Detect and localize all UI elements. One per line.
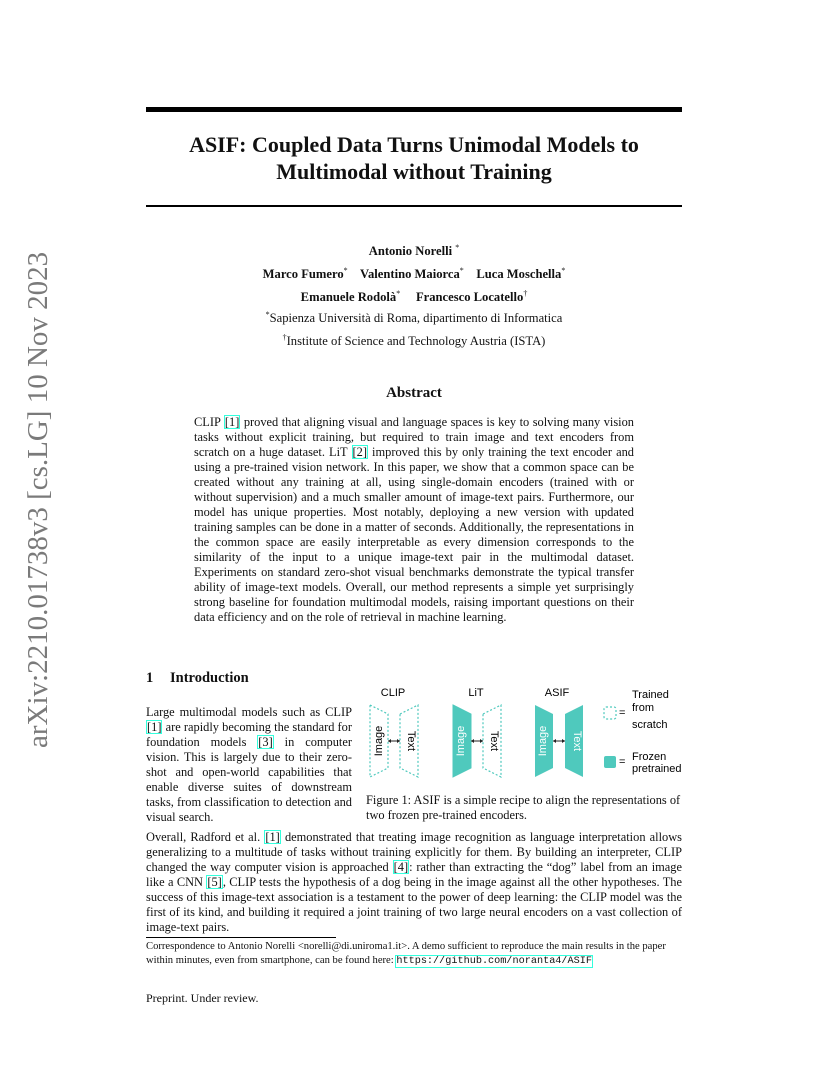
author-mark: * [459, 266, 464, 275]
citation-link[interactable]: [1] [147, 720, 162, 734]
column-label-clip: CLIP [380, 687, 406, 699]
citation-link[interactable]: [5] [207, 875, 222, 889]
author-name: Valentino Maiorca [360, 267, 460, 282]
author-mark: * [561, 266, 566, 275]
affiliation-mark: † [282, 333, 287, 342]
intro-text: Overall, Radford et al. [146, 830, 265, 844]
column-label-asif: ASIF [544, 687, 570, 699]
lit-image-label: Image [455, 725, 467, 757]
author-mark: † [523, 289, 528, 298]
intro-text: Large multimodal models such as CLIP [146, 705, 352, 719]
lit-text-label: Text [488, 730, 500, 752]
author-name: Francesco Locatello [415, 290, 524, 305]
author-name: Emanuele Rodolà [300, 290, 397, 305]
section-number: 1 [146, 670, 154, 686]
affiliation-text: Institute of Science and Technology Austria (ISTA) [286, 334, 546, 349]
arxiv-identifier: arXiv:2210.01738v3 [cs.LG] 10 Nov 2023 [22, 251, 54, 749]
legend-equals: = [619, 707, 626, 719]
title-line-1: ASIF: Coupled Data Turns Unimodal Models to [189, 132, 639, 157]
preprint-notice: Preprint. Under review. [146, 991, 259, 1005]
author-line-2 [146, 266, 682, 282]
author-name: Antonio Norelli [368, 244, 453, 259]
legend-frozen-line2: pretrained [632, 763, 682, 775]
affiliation-text: Sapienza Università di Roma, dipartimento di Informatica [269, 311, 563, 326]
title-line-2: Multimodal without Training [276, 159, 552, 184]
intro-text: , CLIP tests the hypothesis of a dog being in the image against all the other hypotheses. The success of this image-text association is a testament to the power of deep learning: the CLIP model was the first of its kind, and building it required a joint training of two large neural encoders on a vast collection of image-text pairs. [146, 875, 682, 934]
title-bottom-rule [146, 205, 682, 207]
abstract-text: proved that aligning visual and language spaces is key to solving many vision tasks without explicit training, but required to train image and text encoders from scratch on a huge dataset. LiT [194, 415, 634, 459]
affiliation-mark: * [265, 310, 270, 319]
author-line-1 [146, 243, 682, 259]
intro-text: demonstrated that treating image recognition as language interpretation allows generalizing to a multitude of tasks without training explicitly for them. By building an interpreter, CLIP changed the way computer vision is approached [146, 830, 682, 874]
footnote-text: Correspondence to Antonio Norelli <norelli@di.uniroma1.it>. A demo sufficient to reproduce the main results in the paper within minutes, even from smartphone, can be found here: [146, 941, 666, 966]
abstract-text: CLIP [194, 415, 224, 429]
github-link[interactable]: https://github.com/noranta4/ASIF [396, 956, 592, 967]
legend-trained-line1: Trained [632, 689, 669, 701]
intro-paragraph-1 [146, 705, 352, 825]
author-mark: * [455, 243, 460, 252]
section-title: Introduction [170, 670, 249, 686]
section-heading [146, 670, 249, 687]
footnote-rule [146, 937, 336, 938]
arrow-head [562, 739, 565, 743]
abstract-body [194, 415, 634, 625]
citation-link[interactable]: [1] [265, 830, 280, 844]
author-name: Marco Fumero [262, 267, 344, 282]
citation-link[interactable]: [1] [224, 415, 240, 429]
affiliation-1 [146, 310, 682, 326]
author-mark: * [396, 289, 401, 298]
legend-frozen-swatch [604, 756, 616, 768]
citation-link[interactable]: [3] [258, 735, 273, 749]
intro-text: are rapidly becoming the standard for foundation models [146, 720, 352, 749]
abstract-text: improved this by only training the text encoder and using a pre-trained vision network. In this paper, we show that a common space can be created without any training at all, using single-domain encoders (trained with or without supervision) and a much smaller amount of image-text pairs. Furthermore, our model has unique properties. Most notably, deploying a new version with updated training samples can be done in a matter of seconds. Additionally, the representations in the common space are easily interpretable as every dimension corresponds to the similarity of the input to a unique image-text pair in the multimodal dataset. Experiments on standard zero-shot visual benchmarks demonstrate the typical transfer ability of image-text models. Overall, our method represents a simple yet surprisingly strong baseline for foundation multimodal models, raising important questions on their data efficiency and on the role of retrieval in machine learning. [194, 445, 634, 624]
asif-image-label: Image [537, 725, 549, 757]
legend-equals: = [619, 756, 626, 768]
clip-text-label: Text [405, 730, 417, 752]
citation-link[interactable]: [4] [393, 860, 409, 874]
legend-trained-line3: scratch [632, 719, 668, 731]
intro-paragraph-2 [146, 830, 682, 935]
legend-trained-swatch [604, 707, 616, 719]
affiliation-2 [146, 333, 682, 349]
legend-frozen-line1: Frozen [632, 751, 667, 763]
title-top-rule [146, 107, 682, 112]
intro-text: in computer vision. This is largely due to their zero-shot and open-world capabilities that enable diverse suites of downstream tasks, from classification to detection and visual search. [146, 735, 352, 824]
figure-1-diagram [358, 680, 688, 788]
author-line-3 [146, 289, 682, 305]
clip-image-label: Image [373, 725, 385, 757]
footnote [146, 940, 686, 969]
figure-caption: Figure 1: ASIF is a simple recipe to align the representations of two frozen pre-trained encoders. [366, 793, 681, 822]
column-label-lit: LiT [468, 687, 484, 699]
asif-text-label: Text [571, 730, 583, 752]
intro-text: : rather than extracting the “dog” label from an image like a CNN [146, 860, 682, 889]
paper-title [146, 131, 682, 185]
author-mark: * [343, 266, 348, 275]
author-name: Luca Moschella [476, 267, 562, 282]
legend-trained-line2: from [632, 702, 654, 714]
citation-link[interactable]: [2] [352, 445, 367, 459]
abstract-heading: Abstract [386, 385, 442, 401]
arrow-head [553, 739, 556, 743]
